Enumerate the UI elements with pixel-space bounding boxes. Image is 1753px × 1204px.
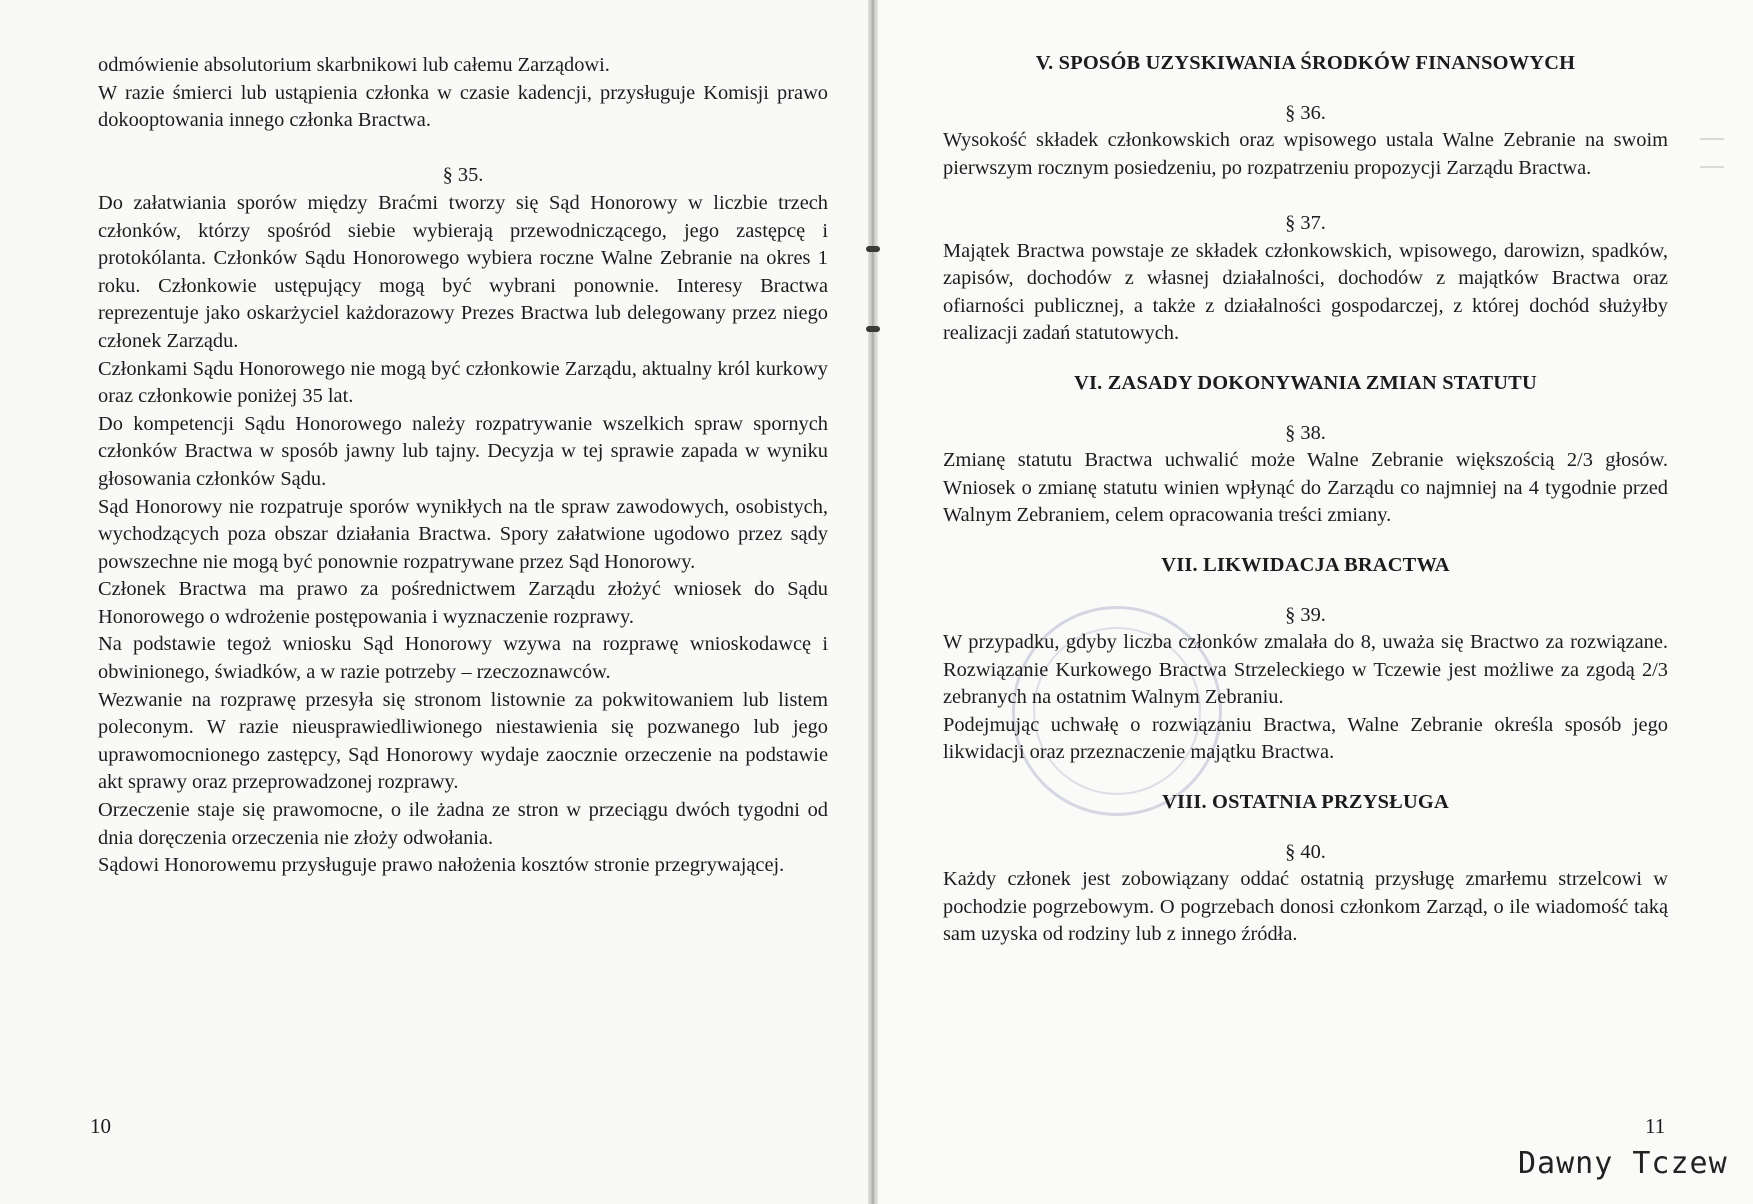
paragraph-number-36: § 36. <box>1285 101 1326 124</box>
scan-mark <box>1700 166 1724 168</box>
section-heading-v: V. SPOSÓB UZYSKIWANIA ŚRODKÓW FINANSOWYCH <box>1035 52 1576 74</box>
paragraph: Wysokość składek członkowskich oraz wpisowego ustala Walne Zebranie na swoim pierwszym rocznym posiedzeniu, po rozpatrzeniu propozycji Zarządu Bractwa. <box>943 129 1668 179</box>
paragraph: Majątek Bractwa powstaje ze składek członkowskich, wpisowego, darowizn, spadków, zapisów, dochodów z własnej działalności, dochodów z majątków Bractwa oraz ofiarności publicznej, a także z działalności gospodarczej, z której dochód służyłby realizacji zadań statutowych. <box>943 239 1668 345</box>
page-number-right: 11 <box>1645 1114 1666 1138</box>
watermark-text: Dawny Tczew <box>1518 1146 1728 1181</box>
paragraph-number-40: § 40. <box>1285 840 1326 863</box>
section-heading-vi: VI. ZASADY DOKONYWANIA ZMIAN STATUTU <box>1074 371 1537 394</box>
paragraph: Sądowi Honorowemu przysługuje prawo nałożenia kosztów stronie przegrywającej. <box>98 854 785 877</box>
paragraph: Każdy członek jest zobowiązany oddać ostatnią przysługę zmarłemu strzelcowi w pochodzie pogrzebowym. O pogrzebach donosi członkom Zarząd, o ile wiadomość taką sam uzyska od rodziny lub z innego źródła. <box>943 868 1668 946</box>
paragraph-number-35: § 35. <box>442 164 484 187</box>
book-spine <box>868 0 878 1204</box>
paragraph-number-37: § 37. <box>1285 211 1326 234</box>
paragraph-number-39: § 39. <box>1285 603 1326 626</box>
section-heading-viii: VIII. OSTATNIA PRZYSŁUGA <box>1162 791 1449 814</box>
left-page-text <box>98 52 828 880</box>
paragraph-number-38: § 38. <box>1285 421 1326 444</box>
paragraph: Do kompetencji Sądu Honorowego należy rozpatrywanie wszelkich spraw spornych członków Bractwa w sposób jawny lub tajny. Decyzja w tej sprawie zapada w wyniku głosowania członków Sądu. <box>98 412 828 490</box>
staple-bottom <box>866 326 880 332</box>
paragraph: Na podstawie tegoż wniosku Sąd Honorowy wzywa na rozprawę wnioskodawcę i obwinionego, świadków, a w razie potrzeby – rzeczoznawców. <box>98 633 828 684</box>
paragraph: Zmianę statutu Bractwa uchwalić może Walne Zebranie większością 2/3 głosów. Wniosek o zmianę statutu winien wpłynąć do Zarządu co najmniej na 4 tygodnie przed Walnym Zebraniem, celem opracowania treści zmiany. <box>943 449 1668 527</box>
staple-top <box>866 246 880 252</box>
paragraph: Sąd Honorowy nie rozpatruje sporów wynikłych na tle spraw zawodowych, osobistych, wychodzących poza obszar działania Bractwa. Spory załatwione ugodowo przez sądy powszechne nie mogą być ponownie rozpatrywane przez Sąd Honorowy. <box>98 495 828 573</box>
paragraph: Do załatwiania sporów między Braćmi tworzy się Sąd Honorowy w liczbie trzech członków, którzy spośród siebie wybierają przewodniczącego, jego zastępcę i protokólanta. Członków Sądu Honorowego wybiera roczne Walne Zebranie na okres 1 roku. Członkowie ustępujący mogą być wybrani ponownie. Interesy Bractwa reprezentuje jako oskarżyciel każdorazowy Prezes Bractwa lub delegowany przez niego członek Zarządu. <box>98 191 828 352</box>
paragraph: W przypadku, gdyby liczba członków zmalała do 8, uważa się Bractwo za rozwiązane. Rozwiązanie Kurkowego Bractwa Strzeleckiego w Tczewie jest możliwe za zgodą 2/3 zebranych na ostatnim Walnym Zebraniu. <box>943 631 1668 709</box>
page-number-left: 10 <box>90 1114 111 1138</box>
right-page-text <box>943 50 1668 949</box>
paragraph: Członek Bractwa ma prawo za pośrednictwem Zarządu złożyć wniosek do Sądu Honorowego o wdrożenie postępowania i wyznaczenie rozprawy. <box>98 578 828 628</box>
paragraph: Orzeczenie staje się prawomocne, o ile żadna ze stron w przeciągu dwóch tygodni od dnia doręczenia orzeczenia nie złoży odwołania. <box>98 799 828 849</box>
paragraph: Członkami Sądu Honorowego nie mogą być członkowie Zarządu, aktualny król kurkowy oraz członkowie poniżej 35 lat. <box>98 357 828 408</box>
scan-mark <box>1700 138 1724 140</box>
section-heading-vii: VII. LIKWIDACJA BRACTWA <box>1161 553 1450 576</box>
paragraph: Wezwanie na rozprawę przesyła się stronom listownie za pokwitowaniem lub listem poleconym. W razie nieusprawiedliwionego niestawienia się pozwanego lub jego uprawomocnionego zastępcy, Sąd Honorowy wydaje zaocznie orzeczenie na podstawie akt sprawy oraz przeprowadzonej rozprawy. <box>98 688 828 794</box>
paragraph: Podejmując uchwałę o rozwiązaniu Bractwa, Walne Zebranie określa sposób jego likwidacji oraz przeznaczenie majątku Bractwa. <box>943 713 1668 764</box>
paragraph: W razie śmierci lub ustąpienia członka w czasie kadencji, przysługuje Komisji prawo dokooptowania innego członka Bractwa. <box>98 81 828 132</box>
paragraph: odmówienie absolutorium skarbnikowi lub całemu Zarządowi. <box>98 54 610 76</box>
